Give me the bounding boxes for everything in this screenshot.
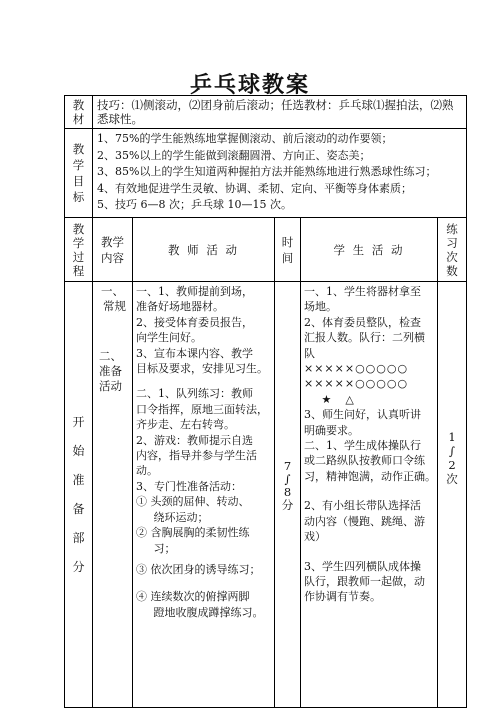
teacher-line: 2、游戏：教师提示自选 <box>136 433 253 447</box>
student-line: 一、1、学生将器材拿至 <box>304 285 421 298</box>
formation-row: ×××××○○○○○ <box>304 362 409 376</box>
time-cell <box>275 282 301 708</box>
practice-char: ∫ <box>449 444 455 458</box>
student-line: 队行，跟教师一起做，动 <box>304 574 425 588</box>
teacher-line: 内容，指导并参与学生活 <box>136 449 257 463</box>
section-name-char: 准 <box>72 472 85 487</box>
practice-count-cell <box>438 282 467 708</box>
teacher-line: 向学生问好。 <box>136 331 202 345</box>
student-line: 动内容（慢跑、跳绳、游 <box>304 514 425 528</box>
section-name-char: 分 <box>72 559 85 574</box>
teacher-line: 二、1、队列练习：教师 <box>136 387 253 401</box>
header-process-char: 过 <box>72 249 85 264</box>
goals-label-cell <box>65 129 93 218</box>
material-label-cell <box>65 96 93 129</box>
section-name-char: 部 <box>72 530 85 545</box>
formation-markers: ★ △ <box>304 392 354 406</box>
header-practice-char: 数 <box>446 263 458 278</box>
header-process-cell <box>65 218 93 282</box>
goal-item: 4、有效地促进学生灵敏、协调、柔韧、定向、平衡等身体素质； <box>97 181 412 195</box>
section-name-char: 始 <box>72 443 85 458</box>
student-line: 或二路纵队按教师口令练 <box>304 454 425 468</box>
teacher-spacer <box>136 376 271 386</box>
goals-label-char: 标 <box>72 190 85 204</box>
goal-item: 3、85%以上的学生知道两种握拍方法并能熟练地进行熟悉球性练习； <box>97 165 437 178</box>
student-line: 2、体育委员整队，检查 <box>304 315 421 329</box>
teacher-line: 习； <box>136 541 176 555</box>
time-char: 分 <box>281 498 294 512</box>
practice-count-value <box>438 430 466 486</box>
student-line: 3、学生四列横队成体操 <box>304 559 421 573</box>
student-activity-cell <box>301 282 438 708</box>
teacher-line: 目标及要求，安排见习生。 <box>136 362 268 376</box>
time-char: 7 <box>283 459 292 473</box>
material-text-cell <box>93 96 467 129</box>
header-practice-cell <box>438 218 467 282</box>
goal-item: 1、75%的学生能熟练地掌握侧滚动、前后滚动的动作要领； <box>97 132 393 145</box>
time-value <box>275 460 300 512</box>
teacher-line: 一、1、教师提前到场， <box>136 285 253 298</box>
content-warmup-line: 准备 <box>99 364 122 378</box>
goals-list-cell <box>93 129 467 218</box>
header-process-char: 教 <box>72 221 85 236</box>
content-warmup-line: 二、 <box>99 349 122 363</box>
teacher-line: 动。 <box>136 464 158 478</box>
section-name-char: 开 <box>72 414 85 429</box>
goal-item: 5、技巧 6—8 次；乒乓球 10—15 次。 <box>97 198 292 211</box>
section-content-cell <box>93 282 133 708</box>
header-student-label: 学 生 活 动 <box>333 242 405 257</box>
goals-label-char: 目 <box>72 174 85 188</box>
teacher-line: ② 含胸展胸的柔韧性练 <box>136 526 250 540</box>
student-line: 队 <box>304 346 315 360</box>
student-spacer <box>304 484 434 498</box>
header-time-char: 间 <box>281 250 294 265</box>
student-spacer <box>304 545 434 559</box>
teacher-line: 2、接受体育委员报告， <box>136 315 253 329</box>
goal-item: 2、35%以上的学生能做到滚翻圆滑、方向正、姿态美； <box>97 148 371 162</box>
header-practice-char: 习 <box>446 235 458 250</box>
teacher-line: 3、宣布本课内容、教学 <box>136 346 253 360</box>
time-char: 8 <box>283 485 292 499</box>
section-name-cell <box>65 282 93 708</box>
header-time-cell <box>275 218 301 282</box>
content-routine <box>101 284 126 314</box>
goals-label-char: 教 <box>72 142 85 156</box>
material-label-char: 材 <box>72 112 85 126</box>
goals-label-char: 学 <box>72 158 85 172</box>
teacher-line: ④ 连续数次的俯撑两脚 <box>136 590 250 604</box>
student-line: 作协调有节奏。 <box>304 590 381 604</box>
teacher-spacer <box>136 577 271 589</box>
content-warmup-line: 活动 <box>99 379 122 393</box>
teacher-line: ③ 依次团身的诱导练习； <box>136 562 261 576</box>
student-line: 场地。 <box>304 300 337 314</box>
practice-char: 次 <box>446 472 458 486</box>
teacher-line: ① 头颈的屈伸、转动、 <box>136 495 250 509</box>
teacher-line: 蹬地收腹成蹲撑练习。 <box>136 605 264 619</box>
material-text: 技巧：⑴侧滚动，⑵团身前后滚动；任选教材：乒乓球⑴握拍法，⑵熟悉球性。 <box>97 98 454 126</box>
teacher-activity-cell <box>133 282 275 708</box>
header-teacher-cell <box>133 218 275 282</box>
page-title: 乒乓球教案 <box>189 72 310 98</box>
teacher-line: 绕环运动； <box>136 510 209 524</box>
teacher-line: 齐步走、左右转弯。 <box>136 418 235 432</box>
teacher-line: 口令指挥，原地三面转法， <box>136 402 268 416</box>
student-line: 戏） <box>304 530 326 544</box>
header-student-cell <box>301 218 438 282</box>
student-line: 3、师生问好，认真听讲 <box>304 408 421 422</box>
student-line: 二、1、学生成体操队行 <box>304 439 421 453</box>
header-content-cell <box>93 218 133 282</box>
header-content-text: 教学 <box>101 234 124 249</box>
time-char: ∫ <box>284 472 291 486</box>
teacher-line: 准备好场地器材。 <box>136 300 224 314</box>
header-teacher-label: 教 师 活 动 <box>168 242 239 257</box>
student-line: 明确要求。 <box>304 423 359 437</box>
lesson-plan-table <box>64 95 467 708</box>
content-warmup <box>99 349 122 394</box>
header-content-text: 内容 <box>101 250 124 265</box>
student-line: 习，精神饱满，动作正确。 <box>304 469 436 483</box>
header-time-char: 时 <box>281 234 294 249</box>
content-routine-line: 一、 <box>101 284 124 298</box>
formation-row: ×××××○○○○○ <box>304 377 409 391</box>
section-name-char: 备 <box>72 501 85 516</box>
practice-char: 1 <box>448 430 456 444</box>
content-routine-line: 常规 <box>103 299 126 313</box>
header-process-char: 学 <box>72 235 85 250</box>
header-practice-char: 次 <box>446 249 458 264</box>
material-label-char: 教 <box>72 98 85 112</box>
header-process-char: 程 <box>72 263 85 278</box>
student-line: 2、有小组长带队选择活 <box>304 499 421 513</box>
practice-char: 2 <box>448 458 456 472</box>
student-line: 汇报人数。队行：二列横 <box>304 331 425 345</box>
teacher-line: 3、专门性准备活动： <box>136 479 242 493</box>
header-practice-char: 练 <box>446 221 458 236</box>
